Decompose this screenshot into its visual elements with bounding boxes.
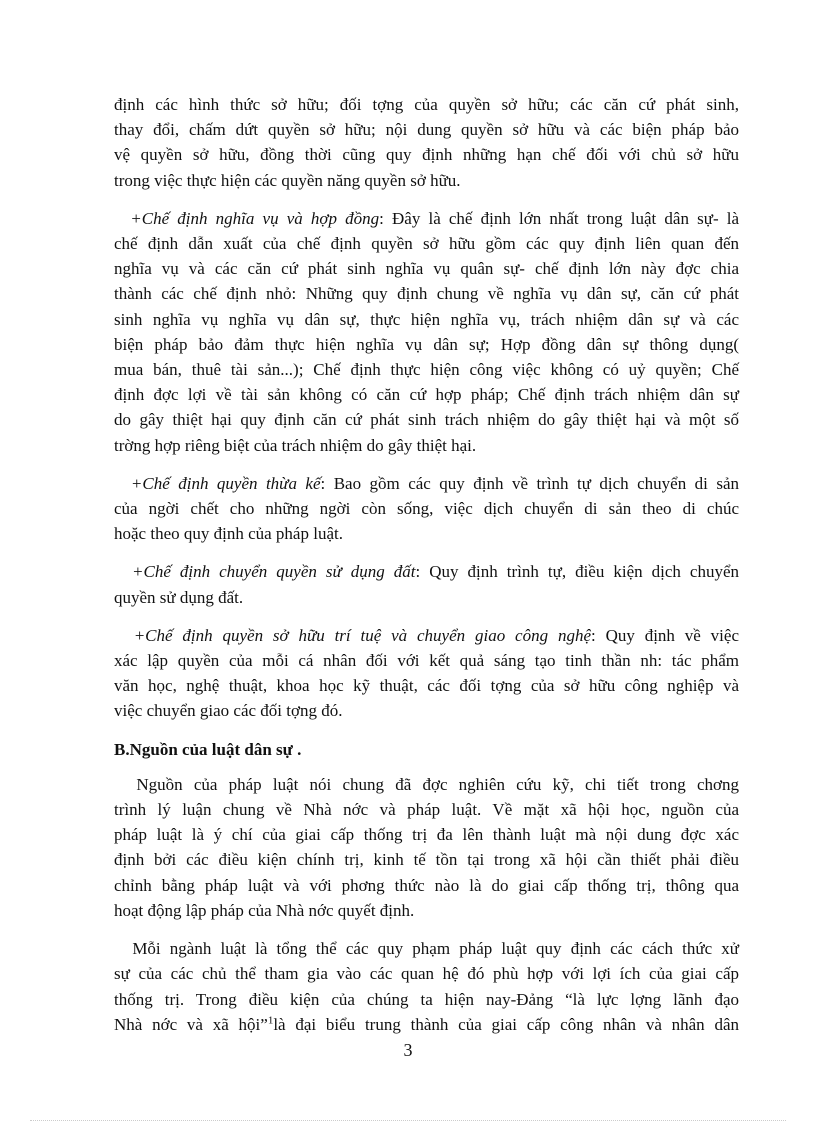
text-line: +Chế định quyền sở hữu trí tuệ và chuyển giao công nghệ: Quy định về việc [133,625,739,645]
paragraph-inheritance [114,471,739,547]
text-line: +Chế định quyền thừa kế: Bao gồm các quy định về trình tự dịch chuyển di sản [130,473,740,493]
text-line: Mỗi ngành luật là tổng thể các quy phạm pháp luật quy định các cách thức xử [132,939,739,959]
paragraph-intellectual-property [114,623,739,724]
text-line: nghĩa vụ và các căn cứ phát sinh nghĩa vụ quân sự- chế định lớn này đợc chia [114,259,739,279]
text-line: trờng hợp riêng biệt của trách nhiệm do gây thiệt hại. [114,435,477,455]
text-line: định bởi các điều kiện chính trị, kinh tế tồn tại trong xã hội cần thiết phải điều [114,850,739,870]
paragraph-lead: +Chế định chuyển quyền sử dụng đất [132,562,416,582]
text-line: văn học, nghệ thuật, khoa học kỹ thuật, các đối tợng của sở hữu công nghiệp và [114,676,739,696]
paragraph-lead: +Chế định quyền thừa kế [130,473,321,493]
text-line: do gây thiệt hại quy định căn cứ phát sinh trách nhiệm do gây thiệt hại và một số [114,410,739,430]
page-number: 3 [403,1040,413,1060]
text-line: sự của các chủ thể tham gia vào các quan hệ đó phù hợp với lợi ích của giai cấp [114,964,739,984]
text-line: thống trị. Trong điều kiện của chúng ta hiện nay-Đảng “là lực lợng lãnh đạo [114,989,739,1009]
text-line: hoạt động lập pháp của Nhà nớc quyết định. [114,900,415,920]
text-line: trong việc thực hiện các quyền năng quyền sở hữu. [114,170,461,190]
text-line: mua bán, thuê tài sản...); Chế định thực hiện công việc không có uỷ quyền; Chế [114,360,739,380]
paragraph-lead: +Chế định quyền sở hữu trí tuệ và chuyển giao công nghệ [133,625,592,645]
text-line: việc chuyển giao các đối tợng đó. [114,701,343,721]
text-line: chỉnh bằng pháp luật và với phơng thức nào là do giai cấp thống trị, thông qua [114,875,739,895]
text-line: sinh nghĩa vụ nghĩa vụ dân sự, thực hiện nghĩa vụ, trách nhiệm dân sự và các [114,309,739,329]
text-line: hoặc theo quy định của pháp luật. [114,524,343,544]
text-line: vệ quyền sở hữu, đồng thời cũng quy định những hạn chế đối với chủ sở hữu [114,145,739,165]
document-page [114,92,739,1050]
section-heading: B.Nguồn của luật dân sự . [114,739,302,759]
text-line: Nguồn của pháp luật nói chung đã đợc nghiên cứu kỹ, chi tiết trong chơng [136,774,740,794]
paragraph-land-use [114,559,739,609]
paragraph-lead: +Chế định nghĩa vụ và hợp đồng [130,208,380,228]
text-line: pháp luật là ý chí của giai cấp thống trị đa lên thành luật mà nội dung đợc xác [114,825,739,845]
footnote-reference[interactable]: 1 [267,1014,274,1027]
text-line: chế định dẫn xuất của chế định quyền sở hữu gồm các quy định liên quan đến [114,234,739,254]
paragraph-legal-branches [114,936,739,1037]
text-line: Nhà nớc và xã hội”$^1$là đại biểu trung thành của giai cấp công nhân và nhân dân [114,1014,740,1034]
text-line: định đợc lợi về tài sản không có căn cứ hợp pháp; Chế định trách nhiệm dân sự [114,385,739,405]
text-line: thay đổi, chấm dứt quyền sở hữu; nội dung quyền sở hữu và các biện pháp bảo [114,120,739,140]
paragraph-ownership [114,92,739,193]
paragraph-sources [114,772,739,923]
paragraph-obligations-contracts [114,206,739,458]
page-bottom-divider [30,1120,786,1121]
text-line: xác lập quyền của mỗi cá nhân đối với kết quả sáng tạo tinh thần nh: tác phẩm [114,651,739,671]
text-line: thành các chế định nhỏ: Những quy định chung về nghĩa vụ dân sự, căn cứ phát [114,284,739,304]
text-line: +Chế định nghĩa vụ và hợp đồng: Đây là chế định lớn nhất trong luật dân sự- là [130,208,740,228]
text-line: quyền sử dụng đất. [114,587,244,607]
text-line: trình lý luận chung về Nhà nớc và pháp luật. Về mặt xã hội học, nguồn của [114,800,739,820]
text-line: định các hình thức sở hữu; đối tợng của quyền sở hữu; các căn cứ phát sinh, [114,95,739,114]
text-line: +Chế định chuyển quyền sử dụng đất: Quy định trình tự, điều kiện dịch chuyển [132,562,740,582]
text-line: biện pháp bảo đảm thực hiện nghĩa vụ dân sự; Hợp đồng dân sự thông dụng( [114,334,739,354]
text-line: của ngời chết cho những ngời còn sống, việc dịch chuyển di sản theo di chúc [114,499,739,519]
